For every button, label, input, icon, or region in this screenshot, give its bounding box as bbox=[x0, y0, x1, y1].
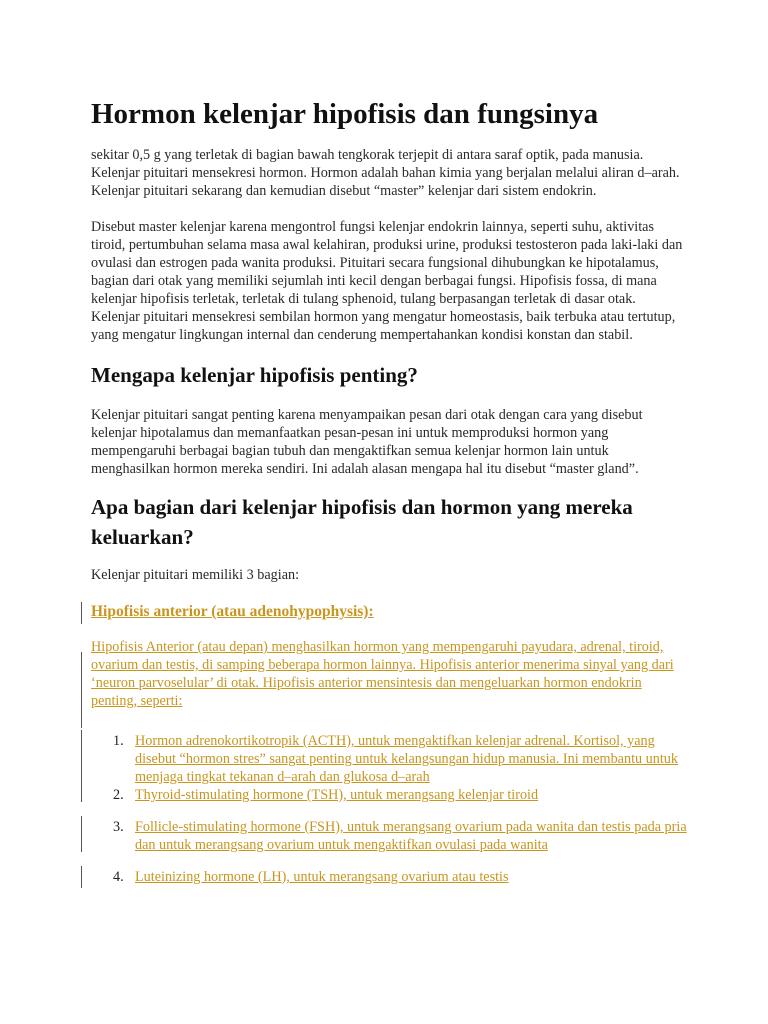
intro-paragraph: sekitar 0,5 g yang terletak di bagian bawah tengkorak terjepit di antara saraf optik, pada manusia. Kelenjar pituitari mensekresi hormon. Hormon adalah bahan kimia yang berjalan melalui aliran d–arah. Kelenjar pituitari sekarang dan kemudian disebut “master” kelenjar dari sistem endokrin. bbox=[91, 147, 680, 199]
hormone-list bbox=[91, 732, 687, 886]
list-item bbox=[91, 818, 687, 854]
list-number: 4. bbox=[113, 869, 124, 885]
list-number: 2. bbox=[113, 787, 124, 803]
anterior-subheading-block bbox=[91, 584, 687, 622]
anterior-body-block bbox=[91, 638, 687, 710]
importance-paragraph: Kelenjar pituitari sangat penting karena menyampaikan pesan dari otak dengan cara yang disebut kelenjar hipotalamus dan memanfaatkan pesan-pesan ini untuk memproduksi hormon yang mempengaruhi berbagai bagian tubuh dan mengaktifkan semua kelenjar hormon lain untuk menghasilkan hormon mereka sendiri. Ini adalah alasan mengapa hal itu disebut “master gland”. bbox=[91, 407, 643, 477]
section-heading-parts: Apa bagian dari kelenjar hipofisis dan hormon yang mereka keluarkan? bbox=[91, 495, 633, 549]
list-item-link[interactable]: Thyroid-stimulating hormone (TSH), untuk merangsang kelenjar tiroid bbox=[135, 787, 539, 803]
change-bar bbox=[81, 730, 82, 802]
list-item-link[interactable]: Follicle-stimulating hormone (FSH), untuk merangsang ovarium pada wanita dan testis pada pria dan untuk merangsang ovarium untuk mengaktifkan ovulasi pada wanita bbox=[135, 819, 687, 853]
list-item-link[interactable]: Luteinizing hormone (LH), untuk merangsang ovarium atau testis bbox=[135, 869, 509, 885]
anterior-subheading-link[interactable]: Hipofisis anterior (atau adenohypophysis): bbox=[91, 603, 374, 620]
section-heading-importance: Mengapa kelenjar hipofisis penting? bbox=[91, 363, 418, 387]
list-item-link[interactable]: Hormon adrenokortikotropik (ACTH), untuk mengaktifkan kelenjar adrenal. Kortisol, yang disebut “hormon stres” sangat penting untuk kelangsungan hidup manusia. Ini membantu untuk menjaga tingkat tekanan d–arah dan glukosa d–arah bbox=[135, 733, 678, 785]
list-item bbox=[91, 868, 687, 886]
list-number: 3. bbox=[113, 819, 124, 835]
page-title: Hormon kelenjar hipofisis dan fungsinya bbox=[91, 98, 599, 130]
change-bar bbox=[81, 816, 82, 852]
master-paragraph: Disebut master kelenjar karena mengontrol fungsi kelenjar endokrin lainnya, seperti suhu, aktivitas tiroid, pertumbuhan selama masa awal kelahiran, produksi urine, produksi testosteron pada laki-laki dan ovulasi dan estrogen pada wanita produksi. Pituitari secara fungsional dihubungkan ke hipotalamus, bagian dari otak yang memiliki sejumlah inti kecil dengan berbagai fungsi. Hipofisis fossa, di mana kelenjar hipofisis terletak, terletak di tulang sphenoid, tulang berpasangan terletak di dasar otak. Kelenjar pituitari mensekresi sembilan hormon yang mengatur homeostasis, baik terbuka atau tertutup, yang mengatur lingkungan internal dan cenderung mempertahankan kondisi konstan dan stabil. bbox=[91, 219, 683, 343]
change-bar bbox=[81, 602, 82, 624]
list-item bbox=[91, 732, 687, 786]
document-content bbox=[91, 96, 687, 886]
parts-paragraph: Kelenjar pituitari memiliki 3 bagian: bbox=[91, 567, 300, 583]
change-bar bbox=[81, 652, 82, 728]
change-bar bbox=[81, 866, 82, 888]
list-item bbox=[91, 786, 687, 804]
anterior-body-link[interactable]: Hipofisis Anterior (atau depan) menghasilkan hormon yang mempengaruhi payudara, adrenal, tiroid, ovarium dan testis, di samping beberapa hormon lainnya. Hipofisis anterior menerima sinyal yang dari ‘neuron parvoselular’ di otak. Hipofisis anterior mensintesis dan mengeluarkan hormon endokrin penting, seperti: bbox=[91, 639, 674, 709]
list-number: 1. bbox=[113, 733, 124, 749]
